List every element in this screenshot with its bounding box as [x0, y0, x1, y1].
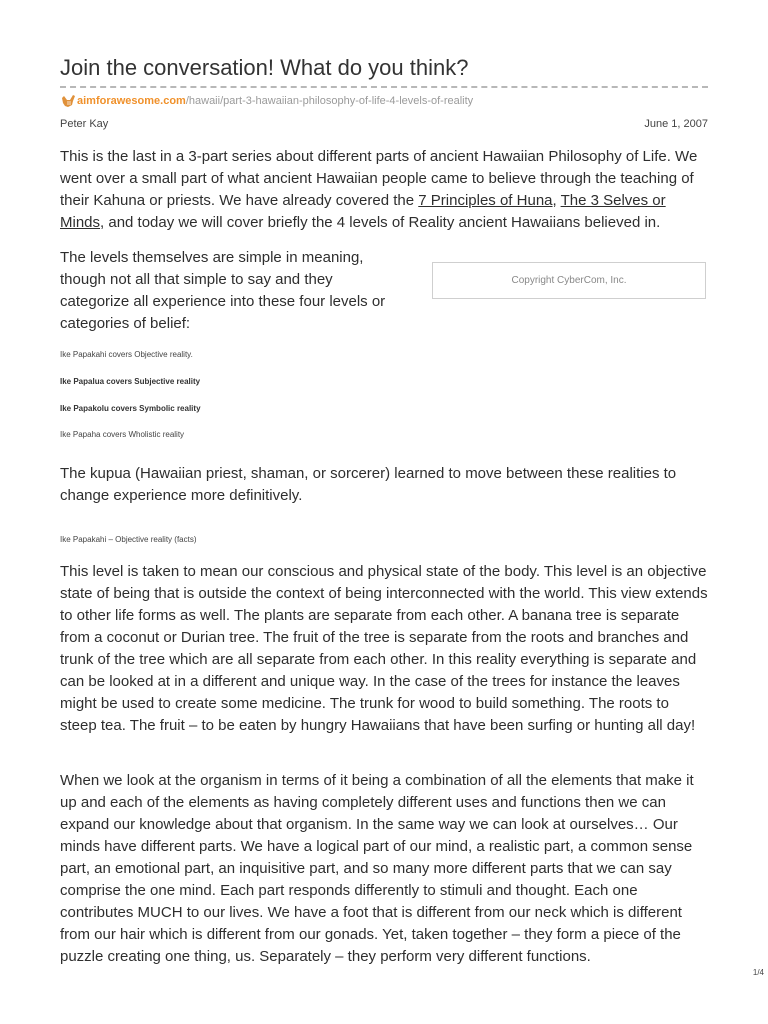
level-item-papaha: Ike Papaha covers Wholistic reality	[60, 430, 185, 439]
section-heading-objective: Ike Papakahi – Objective reality (facts)	[60, 535, 197, 544]
shaka-hand-icon	[60, 94, 76, 108]
publish-date: June 1, 2007	[644, 118, 708, 130]
intro-paragraph	[60, 146, 708, 234]
source-domain[interactable]: aimforawesome.com	[77, 95, 186, 107]
organism-paragraph: When we look at the organism in terms of it being a combination of all the elements that make it up and each of the elements as having completely different uses and functions then we can expand our knowledge about that organism. In the same way we can look at ourselves… Our minds have different parts. We have a logical part of our mind, a realistic part, a common sense part, an emotional part, an inquisitive part, and so many more different parts that we can say comprise the one mind. Each part responds differently to stimuli and thought. Each one contributes MUCH to our lives. We have a foot that is different from our neck which is different from our hair which is different from our gonads. Yet, taken together – they form a piece of the puzzle creating one thing, us. Separately – they perform very different functions.	[60, 772, 694, 965]
intro-text-after: , and today we will cover briefly the 4 levels of Reality ancient Hawaiians believed in.	[100, 214, 661, 231]
source-path[interactable]: /hawaii/part-3-hawaiian-philosophy-of-life-4-levels-of-reality	[185, 95, 474, 107]
author-name: Peter Kay	[60, 118, 109, 130]
objective-reality-paragraph: This level is taken to mean our conscious and physical state of the body. This level is an objective state of being that is outside the context of being interconnected with the world. This view extends to other life forms as well. The plants are separate from each other. A banana tree is separate from a coconut or Durian tree. The fruit of the tree is separate from the roots and branches and trunk of the tree which are all separate from each other. In this reality everything is separate and can be looked at in a different and unique way. In the case of the trees for instance the leaves might be used to create some medicine. The trunk for wood to build something. The roots to steep tea. The fruit – to be eaten by hungry Hawaiians that have been surfing or hunting all day!	[60, 563, 708, 734]
link-7-principles-of-huna[interactable]: 7 Principles of Huna	[418, 192, 553, 209]
ad-placeholder: Copyright CyberCom, Inc.	[432, 262, 706, 299]
level-item-papalua: Ike Papalua covers Subjective reality	[60, 377, 201, 386]
level-item-papakahi: Ike Papakahi covers Objective reality.	[60, 350, 193, 359]
page-number: 1/4	[752, 968, 764, 977]
source-url[interactable]	[60, 93, 473, 109]
page-title: Join the conversation! What do you think?	[60, 55, 469, 80]
title-divider	[60, 86, 708, 88]
level-item-papakolu: Ike Papakolu covers Symbolic reality	[60, 404, 201, 413]
intro-separator: ,	[552, 192, 561, 209]
link-3-selves-or-minds[interactable]: The 3 Selves or Minds	[60, 192, 666, 231]
levels-intro-paragraph: The levels themselves are simple in meaning, though not all that simple to say and they categorize all experience into these four levels or categories of belief:	[60, 249, 386, 332]
intro-text-before: This is the last in a 3-part series about different parts of ancient Hawaiian Philosophy of Life. We went over a small part of what ancient Hawaiian people came to believe through the teaching of their Kahuna or priests. We have already covered the	[60, 148, 698, 209]
kupua-paragraph: The kupua (Hawaiian priest, shaman, or sorcerer) learned to move between these realities to change experience more definitively.	[60, 465, 677, 504]
